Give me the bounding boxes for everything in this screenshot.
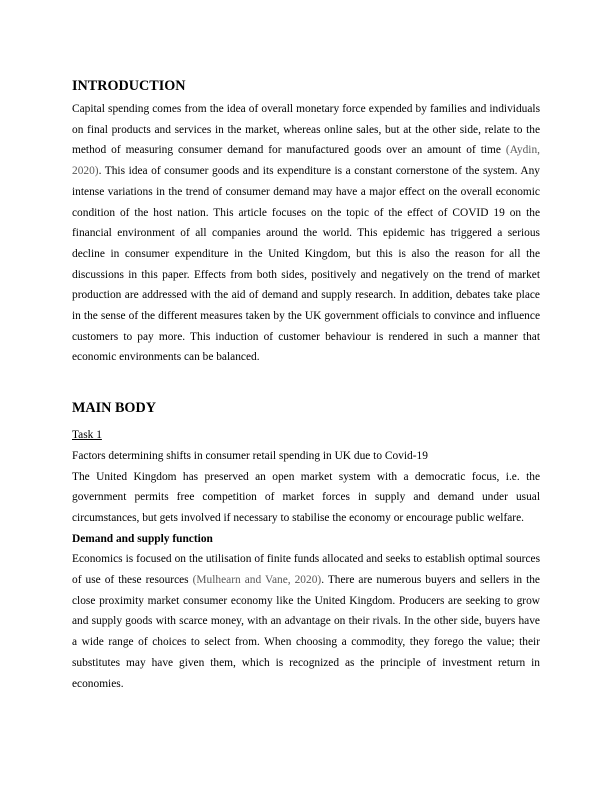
economics-text-b: . There are numerous buyers and sellers in the close proximity market consumer economy like the United Kingdom. Producers are seeking to grow and supply goods with scarce money, with an advantage on their rivals. In the other side, buyers have a wide range of choices to select from. When choosing a commodity, they forego the value; their substitutes may have given them, which is recognized as the principle of investment return in economies. [72,574,540,690]
introduction-heading: INTRODUCTION [72,78,186,94]
introduction-text-a: Capital spending comes from the idea of overall monetary force expended by families and individuals on final products and services in the market, whereas online sales, but at the other side, relate to the method of measuring consumer demand for manufactured goods over an amount of time [72,103,540,157]
task-label: Task 1 [72,429,102,442]
market-system-paragraph: The United Kingdom has preserved an open market system with a democratic focus, i.e. the government permits free competition of market forces in supply and demand under usual circumstances, but gets involved if necessary to stabilise the economy or encourage public welfare. [72,470,540,524]
economics-text-a: Economics is focused on the utilisation of finite funds allocated and seeks to establish optimal sources of use of these resources [72,553,540,587]
introduction-paragraph [72,99,540,368]
introduction-text-b: . This idea of consumer goods and its expenditure is a constant cornerstone of the system. Any intense variations in the trend of consumer demand may have a major effect on the overall economic condition of the host nation. This article focuses on the topic of the effect of COVID 19 on the financial environment of all companies around the world. This epidemic has triggered a serious decline in consumer expenditure in the United Kingdom, but this is also the reason for all the discussions in this paper. Effects from both sides, positively and negatively on the trend of market production are addressed with the aid of demand and supply research. In addition, debates take place in the sense of the different measures taken by the UK government officials to convince and influence customers to pay more. This induction of customer behaviour is rendered in such a manner that economic environments can be balanced. [72,165,540,364]
main-body-heading: MAIN BODY [72,400,156,417]
task-title: Factors determining shifts in consumer retail spending in UK due to Covid-19 [72,449,428,462]
document-page [72,76,540,694]
citation-mulhearn-vane: (Mulhearn and Vane, 2020) [192,574,322,587]
demand-supply-subheading: Demand and supply function [72,532,213,545]
economics-paragraph [72,549,540,694]
citation-aydin: (Aydin, 2020) [72,144,540,178]
